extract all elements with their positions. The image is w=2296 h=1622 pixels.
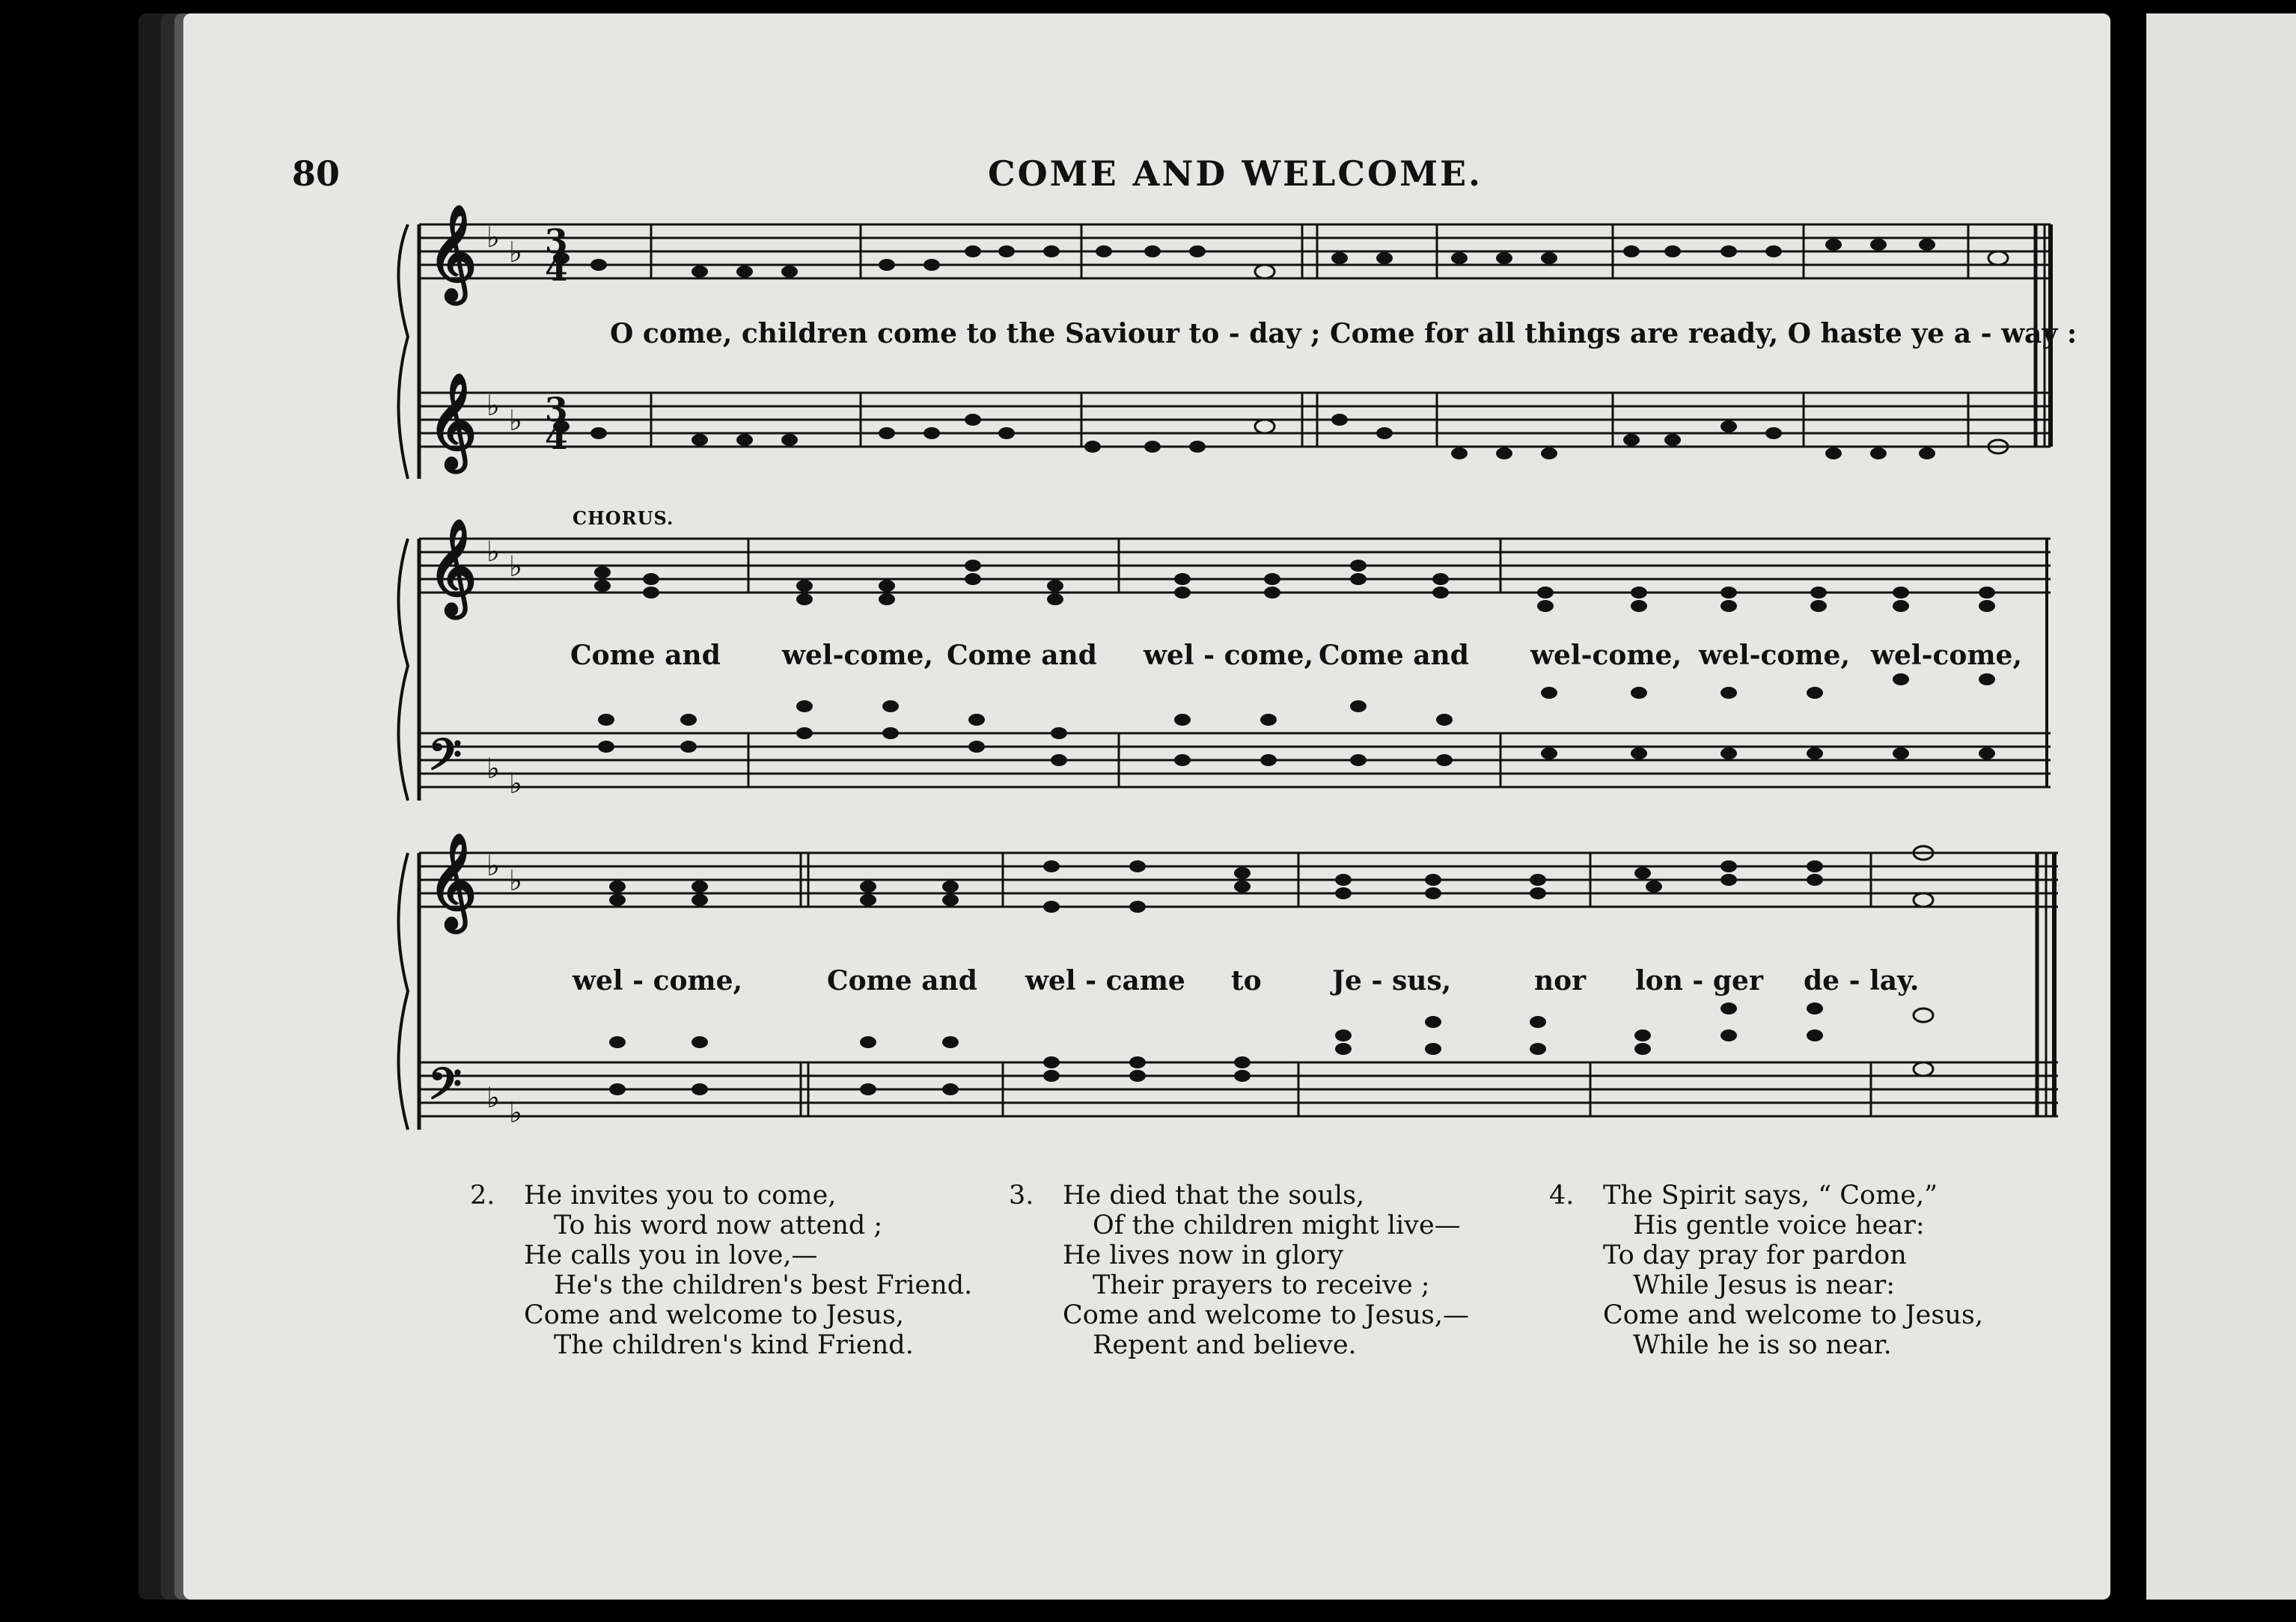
time-sig-bottom: 4 xyxy=(545,419,568,457)
lyric-syllable: wel-come, xyxy=(782,640,933,671)
verse-line: To his word now attend ; xyxy=(554,1211,883,1240)
svg-text:♭: ♭ xyxy=(509,863,522,897)
verse-line: He died that the souls, xyxy=(1063,1181,1365,1211)
treble-clef-icon: 𝄞 xyxy=(428,372,477,468)
svg-text:♭: ♭ xyxy=(509,1095,522,1129)
lyric-syllable: nor xyxy=(1534,965,1587,997)
verse-4 xyxy=(1549,1181,1983,1360)
svg-text:♭: ♭ xyxy=(509,403,522,437)
lyric-syllable: wel-come, xyxy=(1530,640,1682,671)
bass-clef-icon: 𝄢 xyxy=(428,729,462,791)
treble-clef-icon: 𝄞 xyxy=(428,832,477,928)
verse-line: The Spirit says, “ Come,” xyxy=(1603,1181,1938,1211)
verse-line: He's the children's best Friend. xyxy=(554,1270,973,1300)
svg-text:♭: ♭ xyxy=(486,388,500,422)
verse-line: He invites you to come, xyxy=(524,1181,837,1211)
svg-text:♭: ♭ xyxy=(486,534,500,568)
lyric-syllable: Je - sus, xyxy=(1332,965,1452,997)
lyric-syllable: to xyxy=(1231,965,1262,997)
lyric-syllable: lon - ger xyxy=(1635,965,1763,997)
svg-text:♭: ♭ xyxy=(509,549,522,583)
svg-text:♭: ♭ xyxy=(486,848,500,882)
verse-line: Come and welcome to Jesus, xyxy=(524,1300,904,1330)
verse-number: 3. xyxy=(1009,1181,1034,1211)
lyric-syllable: de - lay. xyxy=(1804,965,1920,997)
verse-line: To day pray for pardon xyxy=(1603,1240,1907,1270)
verse-line: The children's kind Friend. xyxy=(554,1330,914,1360)
page-number: 80 xyxy=(292,153,341,194)
verse-number: 4. xyxy=(1549,1181,1575,1211)
time-sig-bottom: 4 xyxy=(545,251,568,289)
svg-text:♭: ♭ xyxy=(509,235,522,269)
verse-line: He lives now in glory xyxy=(1063,1240,1344,1270)
lyric-syllable: wel - come, xyxy=(573,965,743,997)
treble-clef-icon: 𝄞 xyxy=(428,518,477,614)
verse-line: Come and welcome to Jesus,— xyxy=(1063,1300,1469,1330)
verse-line: He calls you in love,— xyxy=(524,1240,818,1270)
lyric-syllable: Come and xyxy=(947,640,1097,671)
lyric-syllable: wel-come, xyxy=(1871,640,2022,671)
verse-line: While Jesus is near: xyxy=(1633,1270,1895,1300)
svg-text:♭: ♭ xyxy=(486,751,500,785)
lyric-syllable: Come and xyxy=(1319,640,1469,671)
verse-line: While he is so near. xyxy=(1633,1330,1892,1360)
verse-3 xyxy=(1009,1181,1469,1360)
verse-2 xyxy=(470,1181,973,1360)
lyric-syllable: wel - came xyxy=(1025,965,1185,997)
lyric-syllable: wel - come, xyxy=(1144,640,1314,671)
verse-line: Repent and believe. xyxy=(1093,1330,1357,1360)
lyric-syllable: wel-come, xyxy=(1699,640,1850,671)
time-sig-top: 3 xyxy=(545,223,568,261)
verse-line: Of the children might live— xyxy=(1093,1211,1461,1240)
svg-text:♭: ♭ xyxy=(509,766,522,800)
verse-number: 2. xyxy=(470,1181,495,1211)
lyrics-line-1: O come, children come to the Saviour to - day ; Come for all things are ready, O haste ye a - way : xyxy=(610,318,2077,349)
lyric-syllable: Come and xyxy=(827,965,977,997)
svg-text:♭: ♭ xyxy=(486,220,500,254)
hymn-title: COME AND WELCOME. xyxy=(988,153,1483,194)
chorus-label: CHORUS. xyxy=(573,507,674,529)
treble-clef-icon: 𝄞 xyxy=(428,203,477,300)
verse-line: His gentle voice hear: xyxy=(1633,1211,1925,1240)
lyric-syllable: Come and xyxy=(570,640,721,671)
verse-line: Come and welcome to Jesus, xyxy=(1603,1300,1983,1330)
time-sig-top: 3 xyxy=(545,391,568,429)
svg-text:♭: ♭ xyxy=(486,1080,500,1114)
bass-clef-icon: 𝄢 xyxy=(428,1058,462,1120)
verse-line: Their prayers to receive ; xyxy=(1093,1270,1430,1300)
